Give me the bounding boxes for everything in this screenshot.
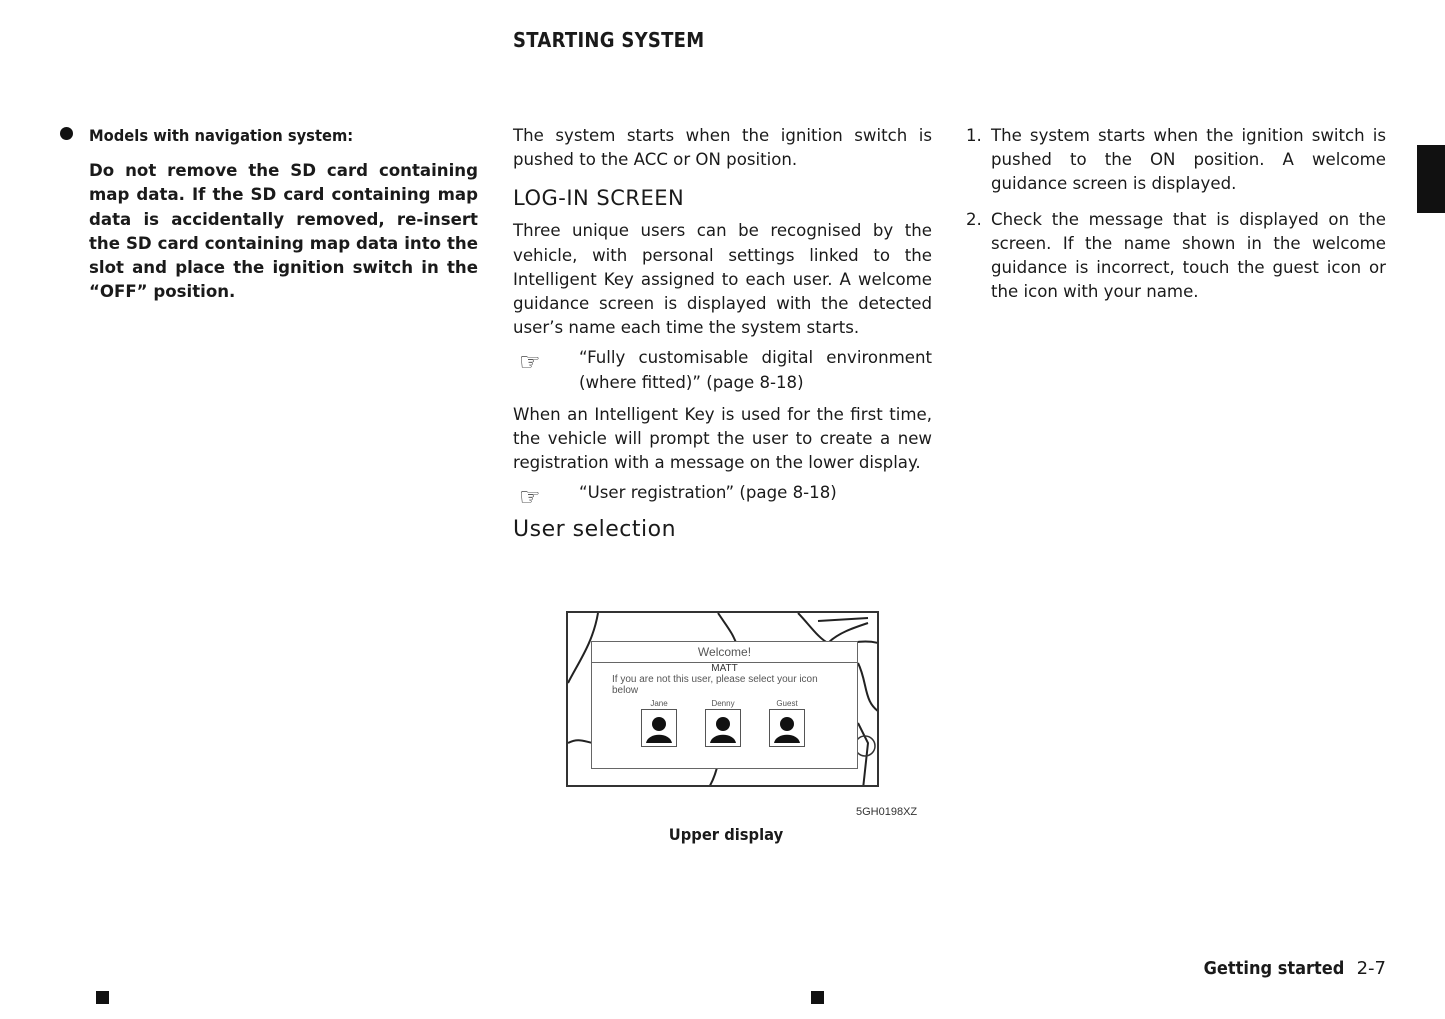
user-denny[interactable] xyxy=(705,699,741,747)
user-jane[interactable] xyxy=(641,699,677,747)
pointing-hand-icon: ☞ xyxy=(519,483,541,512)
figure-code: 5GH0198XZ xyxy=(856,806,918,818)
dialog-title: Welcome! xyxy=(592,642,857,663)
column-2 xyxy=(513,124,932,545)
column-3 xyxy=(966,124,1386,315)
user-icon xyxy=(642,710,676,746)
crop-mark xyxy=(96,991,109,1004)
user-icon xyxy=(770,710,804,746)
user-icon xyxy=(706,710,740,746)
models-lead: Models with navigation system: xyxy=(89,126,354,145)
login-paragraph: Three unique users can be recognised by the vehicle, with personal settings linked to the Intelligent Key assigned to each user. A welcome guidance screen is displayed with the detected user’s name each time the system starts. xyxy=(513,221,932,338)
chapter-tab-marker xyxy=(1417,145,1445,213)
section-heading: LOG-IN SCREEN xyxy=(513,186,685,211)
user-guest[interactable] xyxy=(769,699,805,747)
sd-card-warning: Do not remove the SD card containing map data. If the SD card containing map data is accidentally removed, re-insert the SD card containing map data into the slot and place the ignition switch in the “OFF” position. xyxy=(89,161,478,302)
dialog-message: If you are not this user, please select your icon below xyxy=(612,674,818,696)
subheading: User selection xyxy=(513,517,677,543)
bullet-icon xyxy=(60,127,73,140)
reference-text: “Fully customisable digital environment (where fitted)” (page 8-18) xyxy=(579,348,932,392)
detected-user-name: MATT xyxy=(711,663,738,674)
pointing-hand-icon: ☞ xyxy=(519,348,541,377)
upper-display-figure xyxy=(566,611,879,787)
list-item xyxy=(966,124,1386,197)
figure-caption: Upper display xyxy=(668,825,784,844)
cross-reference xyxy=(513,346,932,394)
user-label: Guest xyxy=(776,699,798,708)
page-footer xyxy=(1188,958,1386,979)
item-number: 2. xyxy=(966,209,982,229)
crop-mark xyxy=(811,991,824,1004)
item-text: The system starts when the ignition switch is pushed to the ON position. A welcome guidance screen is displayed. xyxy=(991,126,1386,194)
user-label: Jane xyxy=(650,699,668,708)
item-number: 1. xyxy=(966,126,982,145)
welcome-dialog xyxy=(591,641,858,769)
registration-paragraph: When an Intelligent Key is used for the first time, the vehicle will prompt the user to create a new registration with a message on the lower display. xyxy=(513,404,932,473)
cross-reference xyxy=(513,481,932,512)
reference-text: “User registration” (page 8-18) xyxy=(579,483,837,503)
list-item xyxy=(966,208,1386,305)
column-1 xyxy=(89,124,478,304)
item-text: Check the message that is displayed on the screen. If the name shown in the welcome guidance is incorrect, touch the guest icon or the icon with your name. xyxy=(991,209,1386,302)
page-header: STARTING SYSTEM xyxy=(513,28,705,52)
user-label: Denny xyxy=(711,699,735,708)
page-number: 2-7 xyxy=(1356,958,1386,979)
intro-text: The system starts when the ignition switch is pushed to the ACC or ON position. xyxy=(513,126,932,170)
section-name: Getting started xyxy=(1203,958,1345,979)
